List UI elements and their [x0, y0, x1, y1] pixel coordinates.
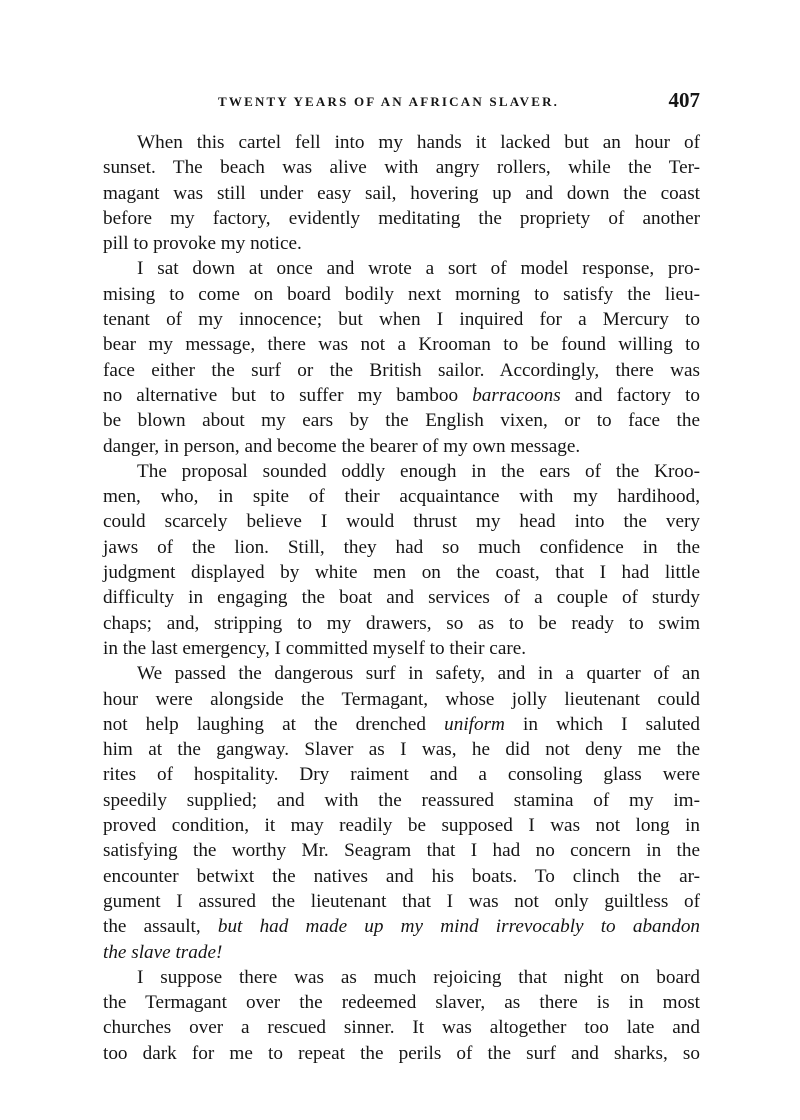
text-line: jaws of the lion. Still, they had so much confidence in the	[103, 536, 700, 558]
text-line: men, who, in spite of their acquaintance with my hardihood,	[103, 486, 700, 508]
text-line: The proposal sounded oddly enough in the ears of the Kroo-	[137, 460, 700, 482]
italic-phrase: the slave trade!	[103, 941, 223, 963]
text-line: before my factory, evidently meditating the propriety of another	[103, 207, 700, 229]
text-line: speedily supplied; and with the reassured stamina of my im-	[103, 789, 700, 811]
text-line: magant was still under easy sail, hovering up and down the coast	[103, 182, 700, 204]
text-segment: the assault,	[103, 916, 201, 938]
paragraph-5	[103, 965, 700, 1066]
text-line: gument I assured the lieutenant that I was not only guiltless of	[103, 890, 700, 912]
text-segment: in which I saluted	[523, 713, 701, 735]
text-line: When this cartel fell into my hands it lacked but an hour of	[137, 132, 700, 153]
text-line: churches over a rescued sinner. It was altogether too late and	[103, 1017, 700, 1039]
text-segment: not help laughing at the drenched	[103, 713, 426, 735]
text-line: judgment displayed by white men on the coast, that I had little	[103, 562, 700, 584]
page-number: 407	[668, 88, 700, 112]
text-line: tenant of my innocence; but when I inquired for a Mercury to	[103, 309, 700, 331]
italic-term-uniform: uniform	[444, 713, 505, 735]
text-line: mising to come on board bodily next morning to satisfy the lieu-	[103, 283, 700, 305]
text-segment: and factory to	[574, 384, 700, 406]
text-line: proved condition, it may readily be supposed I was not long in	[103, 815, 700, 837]
text-line: chaps; and, stripping to my drawers, so as to be ready to swim	[103, 612, 700, 634]
text-line: difficulty in engaging the boat and services of a couple of sturdy	[103, 587, 700, 609]
text-line: in the last emergency, I committed myself to their care.	[103, 637, 527, 659]
text-line: We passed the dangerous surf in safety, and in a quarter of an	[137, 663, 700, 685]
text-line: pill to provoke my notice.	[103, 233, 302, 255]
italic-term-barracoons: barracoons	[472, 384, 561, 406]
text-line: the Termagant over the redeemed slaver, as there is in most	[103, 992, 700, 1014]
text-line: danger, in person, and become the bearer of my own message.	[103, 435, 581, 457]
text-segment: no alternative but to suffer my bamboo	[103, 384, 459, 406]
text-line: be blown about my ears by the English vixen, or to face the	[103, 410, 700, 432]
text-line: encounter betwixt the natives and his boats. To clinch the ar-	[103, 865, 700, 887]
italic-phrase: but had made up my mind irrevocably to abandon	[217, 916, 701, 938]
text-line-with-italic	[103, 383, 700, 408]
text-line: hour were alongside the Termagant, whose jolly lieutenant could	[103, 688, 700, 710]
text-line: face either the surf or the British sailor. Accordingly, there was	[103, 359, 700, 381]
paragraph-4	[103, 661, 700, 965]
text-line-with-italic	[103, 712, 700, 737]
body-text	[103, 130, 700, 1066]
running-title: TWENTY YEARS OF AN AFRICAN SLAVER.	[218, 94, 560, 109]
text-line-with-italic	[103, 914, 700, 939]
text-line: bear my message, there was not a Krooman to be found willing to	[103, 334, 700, 356]
text-line: satisfying the worthy Mr. Seagram that I had no concern in the	[103, 840, 700, 862]
text-line: could scarcely believe I would thrust my head into the very	[103, 511, 700, 533]
text-line-italic	[103, 940, 700, 965]
paragraph-3	[103, 459, 700, 661]
text-line: I sat down at once and wrote a sort of model response, pro-	[137, 258, 700, 280]
text-line: sunset. The beach was alive with angry rollers, while the Ter-	[103, 157, 700, 179]
paragraph-2	[103, 256, 700, 458]
text-line: too dark for me to repeat the perils of the surf and sharks, so	[103, 1042, 700, 1064]
running-head	[103, 88, 700, 118]
text-line: I suppose there was as much rejoicing that night on board	[137, 966, 700, 988]
text-line: him at the gangway. Slaver as I was, he did not deny me the	[103, 739, 700, 761]
paragraph-1	[103, 130, 700, 256]
text-line: rites of hospitality. Dry raiment and a consoling glass were	[103, 764, 700, 786]
